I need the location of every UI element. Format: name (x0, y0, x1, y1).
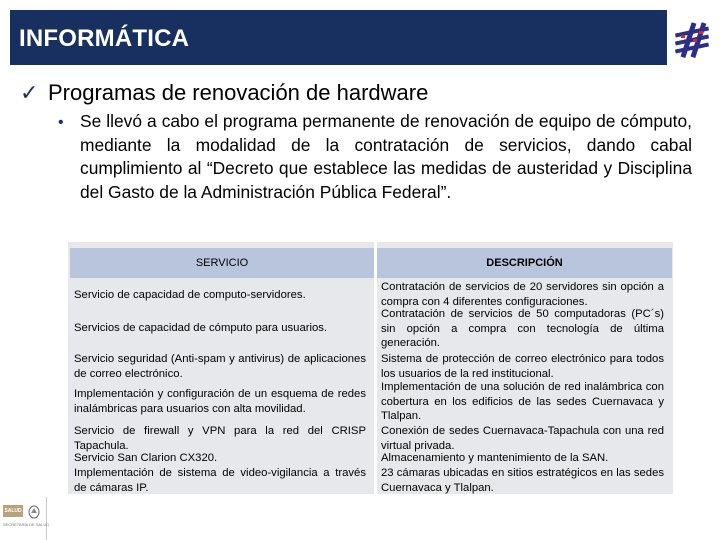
table-row-servicio: Servicio seguridad (Anti-spam y antivirus) de aplicaciones de correo electrónico. (74, 353, 366, 380)
institutional-logo-icon (667, 10, 720, 65)
national-crest-icon (27, 504, 41, 520)
table-row-descripcion: 23 cámaras ubicadas en sitios estratégicos en las sedes Cuernavaca y Tlalpan. (381, 467, 664, 494)
institutional-logo (667, 10, 720, 65)
table-row-descripcion: Implementación de una solución de red inalámbrica con cobertura en los edificios de las sedes Cuernavaca y Tlalpan. (381, 381, 664, 423)
table-row-servicio: Servicio de capacidad de computo-servidores. (74, 289, 306, 301)
title-bar (10, 10, 667, 65)
salud-caption: SECRETARÍA DE SALUD (3, 522, 50, 527)
table-row-servicio: Implementación de sistema de video-vigilancia a través de cámaras IP. (74, 467, 366, 494)
footer-divider (46, 497, 47, 540)
bullet-paragraph: Se llevó a cabo el programa permanente de renovación de equipo de cómputo, mediante la modalidad de la contratación de servicios, dando cabal cumplimiento al “Decreto que establece las medidas de austeridad y Disciplina del Gasto de la Administración Pública Federal”. (80, 111, 692, 202)
salud-badge: SALUD (3, 505, 23, 517)
header-servicio: SERVICIO (70, 248, 374, 278)
table-row-servicio: Servicio San Clarion CX320. (74, 452, 218, 464)
table-row-descripcion: Contratación de servicios de 50 computadoras (PC´s) sin opción a compra con tecnología de última generación. (381, 308, 664, 350)
table-row-servicio: Servicios de capacidad de cómputo para usuarios. (74, 322, 328, 334)
table-row-descripcion: Almacenamiento y mantenimiento de la SAN. (381, 452, 609, 464)
table-row-servicio: Implementación y configuración de un esquema de redes inalámbricas para usuarios con alta movilidad. (74, 388, 366, 415)
section-subtitle: Programas de renovación de hardware (48, 80, 429, 105)
table-row-servicio: Servicio de firewall y VPN para la red del CRISP Tapachula. (74, 425, 366, 452)
table-row-descripcion: Conexión de sedes Cuernavaca-Tapachula con una red virtual privada. (381, 425, 664, 452)
table-row-descripcion: Sistema de protección de correo electrónico para todos los usuarios de la red institucional. (381, 353, 664, 380)
table-row-descripcion: Contratación de servicios de 20 servidores sin opción a compra con 4 diferentes configuraciones. (381, 281, 664, 308)
checkmark-icon: ✓ (20, 80, 39, 105)
header-descripcion: DESCRIPCIÓN (377, 248, 672, 278)
services-table (68, 242, 673, 494)
page-title: INFORMÁTICA (19, 25, 190, 52)
bullet-icon: • (58, 114, 64, 131)
column-divider (374, 242, 377, 494)
